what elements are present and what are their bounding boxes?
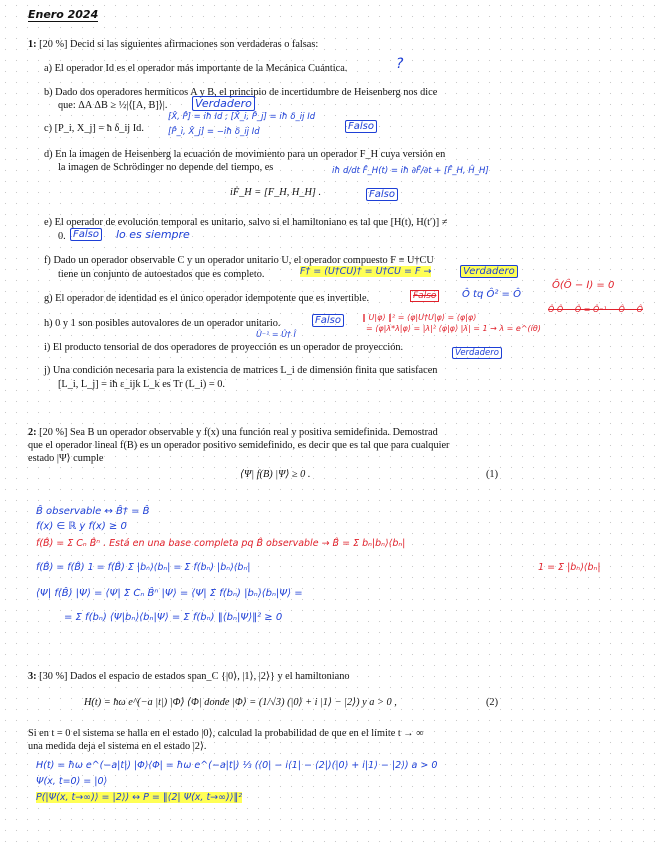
answer-c: Falso	[345, 120, 377, 133]
problem-1-number: 1:	[28, 39, 37, 50]
problem-3-text: [30 %] Dados el espacio de estados span_C {|0⟩, |1⟩, |2⟩} y el hamiltoniano	[39, 671, 350, 682]
item-text: El producto tensorial de dos operadores de proyección es un operador de proyección.	[52, 342, 404, 353]
problem-3-equation: H(t) = ħω e^(−a |t|) |Φ⟩ ⟨Φ| donde |Φ⟩ = (1/√3) (|0⟩ + i |1⟩ − |2⟩) y a > 0 ,	[84, 697, 397, 708]
sol2-line6: = Σ f(bₙ) ⟨Ψ|bₙ⟩⟨bₙ|Ψ⟩ = Σ f(bₙ) ‖⟨bₙ|Ψ⟩‖² ≥ 0	[64, 612, 283, 623]
item-h	[44, 317, 281, 330]
item-label: g)	[44, 293, 53, 304]
problem-2-line2: que el operador lineal f(B) es un operador positivo semidefinido, es decir que es tal que para cualquier	[28, 440, 450, 451]
answer-e: Falso	[70, 228, 102, 241]
note-d1: iħ d/dt F̂_H(t) = iħ ∂F̂/∂t + [F̂_H, Ĥ_H]	[332, 166, 489, 176]
item-text: Una condición necesaria para la existencia de matrices L_i de dimensión finita que satisfacen	[52, 365, 438, 376]
item-j-line2: [L_i, L_j] = iħ ε_ijk L_k es Tr (L_i) = 0.	[58, 379, 225, 390]
problem-1-intro	[28, 38, 318, 51]
note-h2: Û⁻¹ = Û† Î	[256, 330, 296, 339]
problem-2-eqnum: (1)	[486, 469, 499, 480]
item-i	[44, 341, 403, 354]
problem-2-number: 2:	[28, 427, 37, 438]
item-label: c)	[44, 123, 52, 134]
problem-3-line1	[28, 670, 350, 683]
note-f1: F† = (U†CU)† = U†CU = F →	[300, 266, 432, 277]
answer-g: Falso	[410, 290, 439, 302]
item-text: El operador Id es el operador más importante de la Mecánica Cuántica.	[54, 63, 348, 74]
problem-3-line2: Si en t = 0 el sistema se halla en el estado |0⟩, calculad la probabilidad de que en el límite t → ∞	[28, 728, 424, 739]
sol2-line3: f(B̂) = Σ Cₙ B̂ⁿ . Está en una base completa pq B̂ observable → B̂ = Σ bₙ|bₙ⟩⟨bₙ|	[36, 538, 406, 549]
item-d-line2: la imagen de Schrödinger no depende del tiempo, es	[58, 162, 274, 173]
problem-2-line1	[28, 426, 438, 439]
problem-2-equation: ⟨Ψ| f(B) |Ψ⟩ ≥ 0 .	[240, 469, 311, 480]
item-label: e)	[44, 217, 52, 228]
item-text: 0 y 1 son posibles autovalores de un operador unitario.	[55, 318, 281, 329]
answer-d: Falso	[366, 188, 398, 201]
item-text: En la imagen de Heisenberg la ecuación de movimiento para un operador F_H cuya versión en	[55, 149, 446, 160]
item-label: i)	[44, 342, 51, 353]
item-label: f)	[44, 255, 51, 266]
item-c	[44, 122, 144, 135]
item-text: El operador de evolución temporal es unitario, salvo si el hamiltoniano es tal que [H(t), H(t′)] ≠	[54, 217, 448, 228]
item-label: j)	[44, 365, 51, 376]
note-g3: Ô Ô − Ô = Ô⁻¹ − Ô − Ô	[548, 305, 643, 314]
answer-b: Verdadero	[192, 96, 255, 111]
sol2-line1: B̂ observable ↔ B̂† = B̂	[36, 506, 150, 517]
item-d	[44, 148, 445, 161]
sol3-line1: H(t) = ħω e^(−a|t|) |Φ⟩⟨Φ| = ħω e^(−a|t|) ⅓ (⟨0| − i⟨1| − ⟨2|)(|0⟩ + i|1⟩ − |2⟩) a > 0	[36, 760, 438, 771]
problem-2-line3: estado |Ψ⟩ cumple	[28, 453, 104, 464]
item-e	[44, 216, 447, 229]
item-e-line2: 0.	[58, 231, 66, 242]
item-b-line2: que: ΔA ΔB ≥ ½|⟨[A, B]⟩|.	[58, 100, 168, 111]
item-text: [P_i, X_j] = ħ δ_ij Id.	[54, 123, 144, 134]
note-e: lo es siempre	[116, 228, 190, 241]
problem-3-line3: una medida deja el sistema en el estado |2⟩.	[28, 741, 207, 752]
item-d-equation: iḞ_H = [F_H, H_H] .	[230, 187, 322, 198]
problem-1-text: [20 %] Decid si las siguientes afirmaciones son verdaderas o falsas:	[39, 39, 319, 50]
note-c1: [X̂, P̂] = iħ Id ; [X̂_i, P̂_j] = iħ δ_ij Id	[168, 112, 316, 122]
item-j	[44, 364, 437, 377]
item-a	[44, 62, 347, 75]
note-g2: Ô(Ô − I) = 0	[552, 280, 615, 291]
problem-2-text: [20 %] Sea B un operador observable y f(x) una función real y positiva semidefinida. Demostrad	[39, 427, 438, 438]
sol3-line3: P(|Ψ(x, t→∞)⟩ = |2⟩) ↔ P = ‖⟨2| Ψ(x, t→∞)⟩‖²	[36, 792, 243, 803]
problem-3-eqnum: (2)	[486, 697, 499, 708]
sol2-line5: ⟨Ψ| f(B̂) |Ψ⟩ = ⟨Ψ| Σ Cₙ B̂ⁿ |Ψ⟩ = ⟨Ψ| Σ f(bₙ) |bₙ⟩⟨bₙ|Ψ⟩ =	[36, 588, 303, 599]
sol3-line2: Ψ(x, t=0) = |0⟩	[36, 776, 108, 787]
sol2-line4b: 1 = Σ |bₙ⟩⟨bₙ|	[538, 562, 601, 573]
answer-i: Verdadero	[452, 347, 502, 359]
note-a: ?	[396, 56, 404, 72]
item-label: h)	[44, 318, 53, 329]
note-g1: Ô tq Ô² = Ô	[462, 289, 521, 300]
item-text: Dado dos operadores hermíticos A y B, el principio de incertidumbre de Heisenberg nos dice	[55, 87, 438, 98]
note-c2: [P̂_i, X̂_j] = −iħ δ_ij Id	[168, 127, 260, 137]
item-g	[44, 292, 369, 305]
sol2-line4: f(B̂) = f(B̂) 1 = f(B̂) Σ |bₙ⟩⟨bₙ| = Σ f(bₙ) |bₙ⟩⟨bₙ|	[36, 562, 251, 573]
note-h1: ‖ U|φ⟩ ‖² = ⟨φ|U†U|φ⟩ = ⟨φ|φ⟩	[362, 313, 477, 322]
item-f-line2: tiene un conjunto de autoestados que es completo.	[58, 269, 265, 280]
item-text: Dado un operador observable C y un operador unitario U, el operador compuesto F ≡ U†CU	[53, 255, 434, 266]
item-label: d)	[44, 149, 53, 160]
problem-3-number: 3:	[28, 671, 37, 682]
sol2-line2: f(x) ∈ ℝ y f(x) ≥ 0	[36, 521, 127, 532]
item-label: b)	[44, 87, 53, 98]
answer-h: Falso	[312, 314, 344, 327]
item-label: a)	[44, 63, 52, 74]
header-title: Enero 2024	[28, 8, 99, 21]
answer-f: Verdadero	[460, 265, 518, 278]
note-h3: = ⟨φ|λ*λ|φ⟩ = |λ|² ⟨φ|φ⟩ |λ| = 1 → λ = e^(iθ)	[366, 324, 541, 333]
item-text: El operador de identidad es el único operador idempotente que es invertible.	[55, 293, 370, 304]
